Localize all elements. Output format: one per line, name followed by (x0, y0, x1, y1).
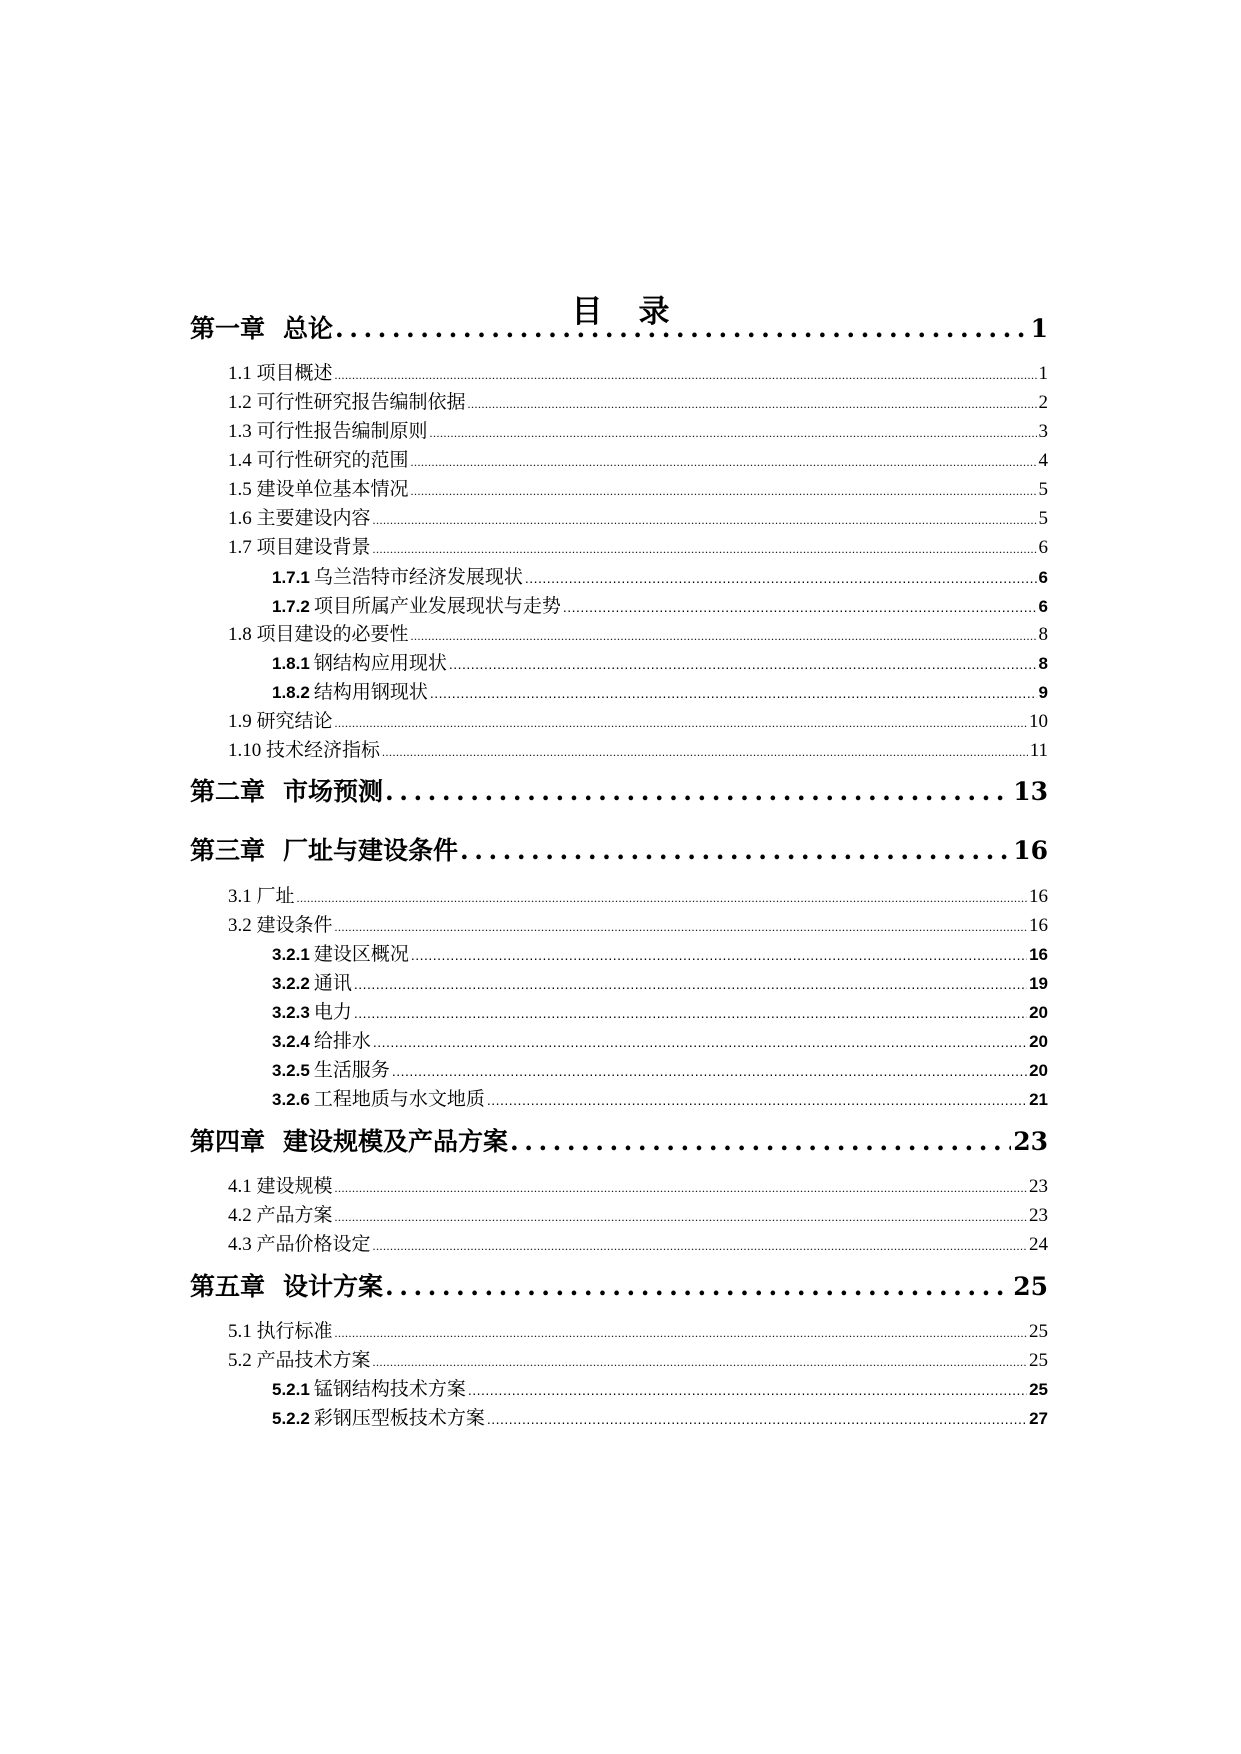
toc-subsection-entry[interactable] (272, 562, 1048, 590)
toc-subsection-title: 工程地质与水文地质 (313, 1089, 485, 1110)
toc-page-number: 19 (1029, 974, 1048, 993)
toc-subsection-entry[interactable] (272, 1374, 1048, 1402)
toc-page-number: 24 (1029, 1234, 1048, 1255)
toc-subsection-entry[interactable] (272, 1026, 1048, 1054)
toc-entry-label (190, 1267, 383, 1303)
toc-subsection-title: 乌兰浩特市经济发展现状 (313, 567, 523, 588)
toc-dot-leader (335, 711, 1027, 733)
toc-page-number: 25 (1029, 1350, 1048, 1371)
toc-entry-label (272, 562, 523, 589)
toc-section-entry[interactable] (228, 532, 1048, 560)
toc-section-entry[interactable] (228, 735, 1048, 763)
toc-dot-leader (373, 1350, 1027, 1372)
toc-page-number: 4 (1038, 450, 1048, 471)
toc-section-entry[interactable] (228, 1345, 1048, 1373)
toc-title-right: 录 (638, 294, 670, 330)
toc-chapter-title: 厂址与建设条件 (283, 836, 459, 865)
toc-dot-leader (510, 1127, 1011, 1156)
toc-subsection-title: 彩钢压型板技术方案 (313, 1408, 485, 1429)
toc-page-number: 8 (1038, 624, 1048, 645)
toc-subsection-title: 钢结构应用现状 (313, 653, 447, 674)
toc-entry-label (272, 997, 352, 1024)
toc-entry-label (272, 648, 447, 675)
toc-subsection-entry[interactable] (272, 677, 1048, 705)
toc-entry-label: 1.7 项目建设背景 (228, 537, 371, 558)
toc-section-entry[interactable] (228, 1171, 1048, 1199)
toc-page-number: 21 (1029, 1090, 1048, 1109)
toc-section-entry[interactable] (228, 1316, 1048, 1344)
toc-entry-label (272, 1374, 466, 1401)
toc-dot-leader (411, 944, 1027, 966)
toc-entry-label: 1.2 可行性研究报告编制依据 (228, 392, 466, 413)
toc-section-entry[interactable] (228, 503, 1048, 531)
toc-entry-label: 1.9 研究结论 (228, 711, 333, 732)
toc-dot-leader (430, 682, 1037, 704)
toc-subsection-entry[interactable] (272, 968, 1048, 996)
toc-page-number: 25 (1013, 1272, 1048, 1301)
toc-entry-label (190, 831, 458, 867)
toc-dot-leader (385, 777, 1011, 806)
toc-chapter-number: 第一章 (190, 314, 266, 343)
toc-subsection-entry[interactable] (272, 1055, 1048, 1083)
toc-dot-leader (335, 915, 1027, 937)
toc-page-number: 16 (1029, 915, 1048, 936)
toc-dot-leader (468, 1379, 1027, 1401)
toc-subsection-number: 1.8.2 (272, 683, 310, 702)
toc-dot-leader (335, 314, 1029, 343)
toc-entry-label (272, 1026, 371, 1053)
toc-dot-leader (335, 363, 1037, 385)
toc-dot-leader (373, 508, 1037, 530)
toc-dot-leader (373, 1031, 1027, 1053)
toc-entry-label: 1.1 项目概述 (228, 363, 333, 384)
toc-page-number: 16 (1029, 886, 1048, 907)
toc-subsection-number: 1.7.2 (272, 597, 310, 616)
toc-subsection-number: 1.7.1 (272, 568, 310, 587)
toc-dot-leader (335, 1321, 1027, 1343)
toc-entry-label (190, 309, 333, 345)
toc-page-number: 6 (1038, 568, 1048, 587)
toc-subsection-number: 3.2.3 (272, 1003, 310, 1022)
toc-section-entry[interactable] (228, 474, 1048, 502)
toc-entry-label: 3.2 建设条件 (228, 915, 333, 936)
toc-section-entry[interactable] (228, 1229, 1048, 1257)
toc-subsection-entry[interactable] (272, 648, 1048, 676)
toc-subsection-title: 生活服务 (313, 1060, 390, 1081)
toc-dot-leader (460, 836, 1011, 865)
toc-chapter-entry[interactable] (190, 1122, 1048, 1156)
toc-page-number: 20 (1029, 1003, 1048, 1022)
toc-subsection-entry[interactable] (272, 939, 1048, 967)
toc-entry-label: 1.6 主要建设内容 (228, 508, 371, 529)
toc-chapter-title: 市场预测 (283, 777, 384, 806)
toc-page-number: 6 (1038, 537, 1048, 558)
toc-dot-leader (525, 567, 1037, 589)
toc-entry-label (272, 591, 561, 618)
toc-dot-leader (411, 624, 1037, 646)
toc-page-number: 23 (1013, 1127, 1048, 1156)
toc-page-number: 5 (1038, 508, 1048, 529)
toc-chapter-number: 第五章 (190, 1272, 266, 1301)
toc-page-number: 1 (1030, 314, 1048, 343)
toc-page-number: 1 (1038, 363, 1048, 384)
toc-dot-leader (468, 392, 1037, 414)
toc-page-number: 8 (1038, 654, 1048, 673)
toc-entry-label (272, 1084, 485, 1111)
toc-entry-label (272, 939, 409, 966)
toc-dot-leader (449, 653, 1037, 675)
toc-entry-label: 4.1 建设规模 (228, 1176, 333, 1197)
toc-chapter-title: 总论 (283, 314, 334, 343)
toc-page-number: 5 (1038, 479, 1048, 500)
toc-section-entry[interactable] (228, 445, 1048, 473)
toc-dot-leader (335, 1176, 1027, 1198)
toc-dot-leader (335, 1205, 1027, 1227)
toc-subsection-number: 3.2.6 (272, 1090, 310, 1109)
toc-entry-label: 3.1 厂址 (228, 886, 295, 907)
toc-dot-leader (563, 596, 1037, 618)
toc-subsection-title: 通讯 (313, 973, 352, 994)
toc-page-number: 10 (1029, 711, 1048, 732)
toc-subsection-entry[interactable] (272, 1403, 1048, 1431)
toc-subsection-entry[interactable] (272, 1084, 1048, 1112)
toc-section-entry[interactable] (228, 358, 1048, 386)
toc-section-entry[interactable] (228, 416, 1048, 444)
toc-entry-label: 4.3 产品价格设定 (228, 1234, 371, 1255)
toc-entry-label: 5.2 产品技术方案 (228, 1350, 371, 1371)
toc-chapter-entry[interactable] (190, 831, 1048, 865)
toc-dot-leader (385, 1272, 1011, 1301)
toc-section-entry[interactable] (228, 1200, 1048, 1228)
toc-subsection-title: 给排水 (313, 1031, 371, 1052)
toc-page-number: 23 (1029, 1205, 1048, 1226)
toc-entry-label (190, 1122, 508, 1158)
toc-subsection-number: 5.2.2 (272, 1409, 310, 1428)
toc-entry-label (272, 1055, 390, 1082)
toc-entry-label: 1.10 技术经济指标 (228, 740, 381, 761)
toc-section-entry[interactable] (228, 881, 1048, 909)
toc-chapter-number: 第四章 (190, 1127, 266, 1156)
toc-subsection-entry[interactable] (272, 997, 1048, 1025)
toc-page-number: 27 (1029, 1409, 1048, 1428)
toc-page-number: 23 (1029, 1176, 1048, 1197)
toc-page-number: 16 (1029, 945, 1048, 964)
toc-entry-label: 1.5 建设单位基本情况 (228, 479, 409, 500)
toc-chapter-entry[interactable] (190, 309, 1048, 343)
toc-entry-label: 4.2 产品方案 (228, 1205, 333, 1226)
toc-page-number: 3 (1038, 421, 1048, 442)
toc-page-number: 25 (1029, 1321, 1048, 1342)
toc-subsection-title: 建设区概况 (313, 944, 409, 965)
toc-page-number: 25 (1029, 1380, 1048, 1399)
toc-chapter-entry[interactable] (190, 1267, 1048, 1301)
toc-dot-leader (411, 450, 1037, 472)
toc-subsection-number: 3.2.5 (272, 1061, 310, 1080)
toc-subsection-title: 项目所属产业发展现状与走势 (313, 596, 561, 617)
toc-chapter-number: 第三章 (190, 836, 266, 865)
toc-subsection-number: 3.2.1 (272, 945, 310, 964)
toc-dot-leader (297, 886, 1027, 908)
toc-subsection-number: 1.8.1 (272, 654, 310, 673)
toc-title-left: 目 (571, 294, 603, 330)
toc-subsection-entry[interactable] (272, 591, 1048, 619)
toc-chapter-entry[interactable] (190, 772, 1048, 806)
toc-dot-leader (354, 1002, 1027, 1024)
toc-dot-leader (487, 1089, 1027, 1111)
toc-subsection-number: 5.2.1 (272, 1380, 310, 1399)
toc-chapter-number: 第二章 (190, 777, 266, 806)
toc-dot-leader (411, 479, 1037, 501)
toc-section-entry[interactable] (228, 619, 1048, 647)
toc-page-number: 16 (1013, 836, 1048, 865)
toc-entry-label (272, 1403, 485, 1430)
toc-dot-leader (392, 1060, 1027, 1082)
toc-page-number: 2 (1038, 392, 1048, 413)
toc-entry-label (272, 677, 428, 704)
toc-page-number: 11 (1029, 740, 1048, 761)
toc-dot-leader (430, 421, 1037, 443)
toc-entry-label: 1.3 可行性报告编制原则 (228, 421, 428, 442)
toc-dot-leader (382, 740, 1028, 762)
toc-entry-label: 1.4 可行性研究的范围 (228, 450, 409, 471)
toc-entry-label: 5.1 执行标准 (228, 1321, 333, 1342)
toc-chapter-title: 设计方案 (283, 1272, 384, 1301)
toc-page-number: 9 (1038, 683, 1048, 702)
toc-page-number: 20 (1029, 1061, 1048, 1080)
toc-subsection-title: 电力 (313, 1002, 352, 1023)
toc-page-number: 13 (1013, 777, 1048, 806)
toc-entry-label (190, 772, 383, 808)
toc-dot-leader (373, 1234, 1027, 1256)
toc-subsection-number: 3.2.2 (272, 974, 310, 993)
toc-subsection-title: 结构用钢现状 (313, 682, 428, 703)
toc-entry-label: 1.8 项目建设的必要性 (228, 624, 409, 645)
toc-page-number: 6 (1038, 597, 1048, 616)
toc-dot-leader (487, 1408, 1027, 1430)
toc-entry-label (272, 968, 352, 995)
toc-section-entry[interactable] (228, 910, 1048, 938)
toc-dot-leader (354, 973, 1027, 995)
toc-page-number: 20 (1029, 1032, 1048, 1051)
toc-section-entry[interactable] (228, 706, 1048, 734)
toc-dot-leader (373, 537, 1037, 559)
toc-subsection-title: 锰钢结构技术方案 (313, 1379, 466, 1400)
toc-chapter-title: 建设规模及产品方案 (283, 1127, 509, 1156)
toc-section-entry[interactable] (228, 387, 1048, 415)
toc-subsection-number: 3.2.4 (272, 1032, 310, 1051)
